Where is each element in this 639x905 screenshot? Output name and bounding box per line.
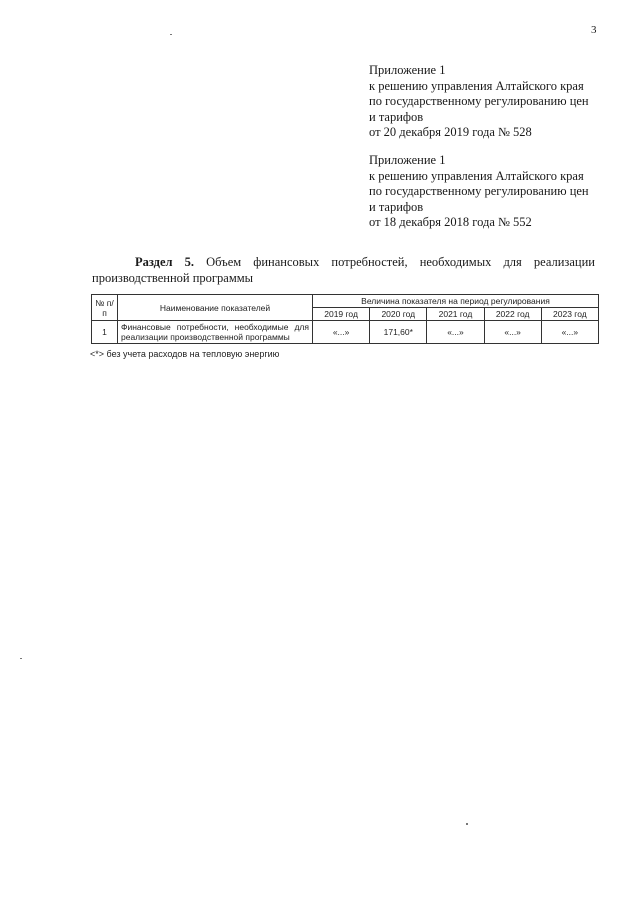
header-year: 2022 год (484, 308, 541, 321)
footnote: <*> без учета расходов на тепловую энергию (90, 349, 280, 359)
appendix-line: по государственному регулированию цен (369, 184, 589, 198)
appendix-line: по государственному регулированию цен (369, 94, 589, 108)
appendix-line: Приложение 1 (369, 153, 446, 167)
section-label: Раздел 5. (135, 255, 195, 269)
row-value: «...» (427, 321, 484, 344)
header-year: 2023 год (541, 308, 598, 321)
table-row (92, 321, 599, 344)
header-year: 2020 год (370, 308, 427, 321)
section-title (92, 255, 595, 286)
row-name: Финансовые потребности, необходимые для реализации производственной программы (118, 321, 313, 344)
row-value: «...» (313, 321, 370, 344)
appendix-previous (369, 153, 589, 231)
header-num: № п/п (92, 295, 118, 321)
appendix-line: к решению управления Алтайского края (369, 168, 584, 183)
appendix-line: к решению управления Алтайского края (369, 78, 584, 93)
appendix-line: Приложение 1 (369, 63, 446, 77)
financial-needs-table (91, 294, 599, 344)
section-title-text: Объем финансовых потребностей, необходимых для реализации производственной программы (92, 255, 595, 285)
scan-speck (20, 658, 22, 659)
appendix-line: и тарифов (369, 109, 424, 124)
header-year: 2021 год (427, 308, 484, 321)
row-value: «...» (484, 321, 541, 344)
header-name: Наименование показателей (118, 295, 313, 321)
appendix-line: от 20 декабря 2019 года № 528 (369, 125, 532, 139)
row-value: 171,60* (370, 321, 427, 344)
appendix-line: и тарифов (369, 199, 424, 214)
row-num: 1 (92, 321, 118, 344)
table-header-row (92, 295, 599, 308)
scan-speck (170, 34, 172, 35)
page-number: 3 (591, 24, 597, 36)
appendix-current (369, 63, 589, 141)
scan-speck (466, 823, 468, 825)
header-period: Величина показателя на период регулирования (313, 295, 599, 308)
appendix-line: от 18 декабря 2018 года № 552 (369, 215, 532, 229)
header-year: 2019 год (313, 308, 370, 321)
row-value: «...» (541, 321, 598, 344)
